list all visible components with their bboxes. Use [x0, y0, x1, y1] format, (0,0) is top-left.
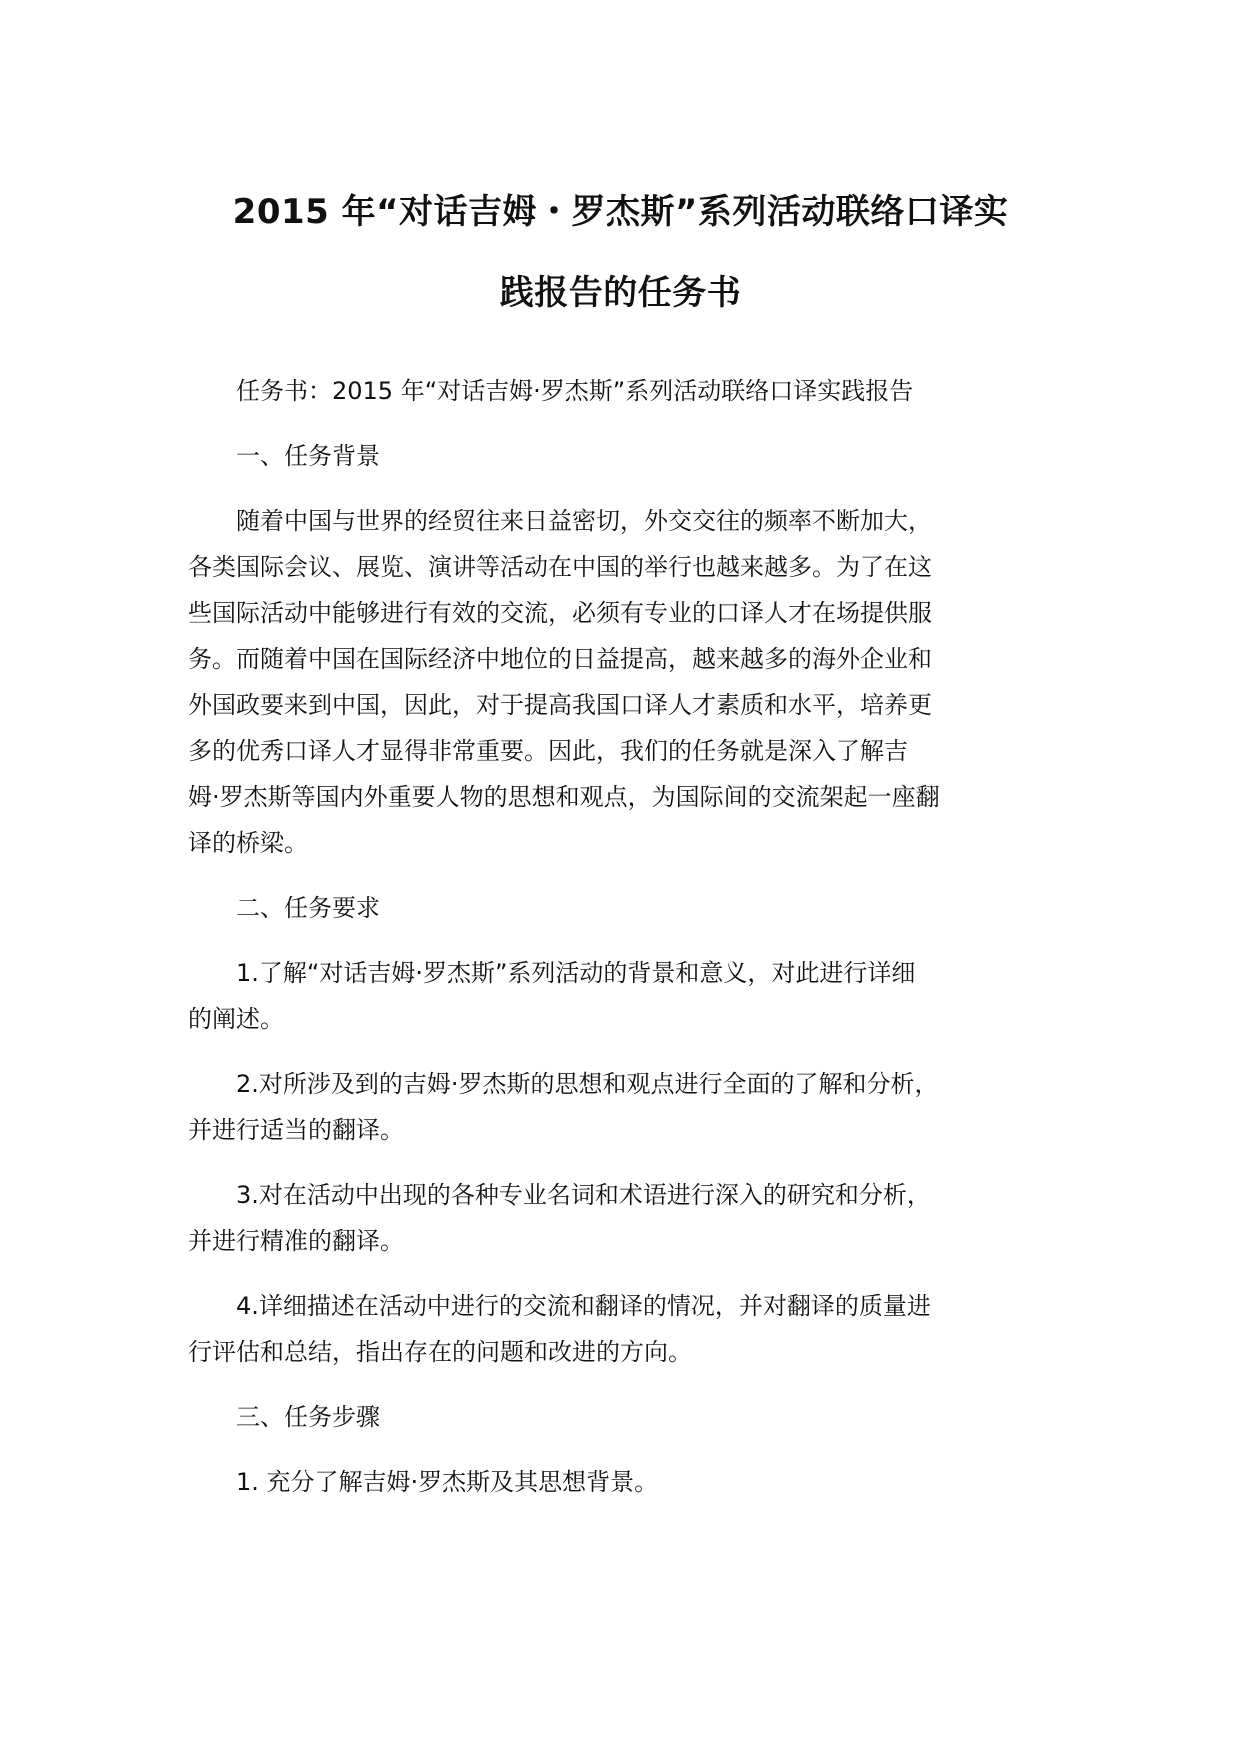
intro-paragraph: 任务书：2015 年“对话吉姆·罗杰斯”系列活动联络口译实践报告	[236, 377, 914, 405]
paragraph-line: 并进行适当的翻译。	[188, 1116, 404, 1144]
paragraph-line: 译的桥梁。	[188, 829, 308, 857]
requirement-4	[188, 1283, 1048, 1375]
section-1-paragraph	[188, 498, 1048, 866]
section-3-heading: 三、任务步骤	[236, 1403, 380, 1431]
paragraph-line: 随着中国与世界的经贸往来日益密切，外交交往的频率不断加大，	[236, 507, 932, 535]
paragraph-line: 些国际活动中能够进行有效的交流，必须有专业的口译人才在场提供服	[188, 599, 932, 627]
paragraph-line: 各类国际会议、展览、演讲等活动在中国的举行也越来越多。为了在这	[188, 553, 932, 581]
paragraph-line: 务。而随着中国在国际经济中地位的日益提高，越来越多的海外企业和	[188, 645, 932, 673]
paragraph-line: 多的优秀口译人才显得非常重要。因此，我们的任务就是深入了解吉	[188, 737, 908, 765]
document-body	[188, 368, 1048, 1524]
requirement-1	[188, 950, 1048, 1042]
paragraph-line: 4.详细描述在活动中进行的交流和翻译的情况，并对翻译的质量进	[236, 1292, 931, 1320]
requirement-3	[188, 1172, 1048, 1264]
paragraph-line: 1.了解“对话吉姆·罗杰斯”系列活动的背景和意义，对此进行详细	[236, 959, 916, 987]
step-1: 1. 充分了解吉姆·罗杰斯及其思想背景。	[236, 1468, 659, 1496]
paragraph-line: 的阐述。	[188, 1005, 284, 1033]
requirement-2	[188, 1061, 1048, 1153]
paragraph-line: 行评估和总结，指出存在的问题和改进的方向。	[188, 1338, 692, 1366]
paragraph-line: 姆·罗杰斯等国内外重要人物的思想和观点，为国际间的交流架起一座翻	[188, 783, 940, 811]
section-2-heading: 二、任务要求	[236, 894, 380, 922]
paragraph-line: 并进行精准的翻译。	[188, 1227, 404, 1255]
paragraph-line: 3.对在活动中出现的各种专业名词和术语进行深入的研究和分析，	[236, 1181, 931, 1209]
paragraph-line: 2.对所涉及到的吉姆·罗杰斯的思想和观点进行全面的了解和分析，	[236, 1070, 939, 1098]
section-1-heading: 一、任务背景	[236, 442, 380, 470]
document-title-line-2: 践报告的任务书	[499, 273, 742, 313]
paragraph-line: 外国政要来到中国，因此，对于提高我国口译人才素质和水平，培养更	[188, 691, 932, 719]
document-title-line-1: 2015 年“对话吉姆・罗杰斯”系列活动联络口译实	[232, 192, 1009, 232]
